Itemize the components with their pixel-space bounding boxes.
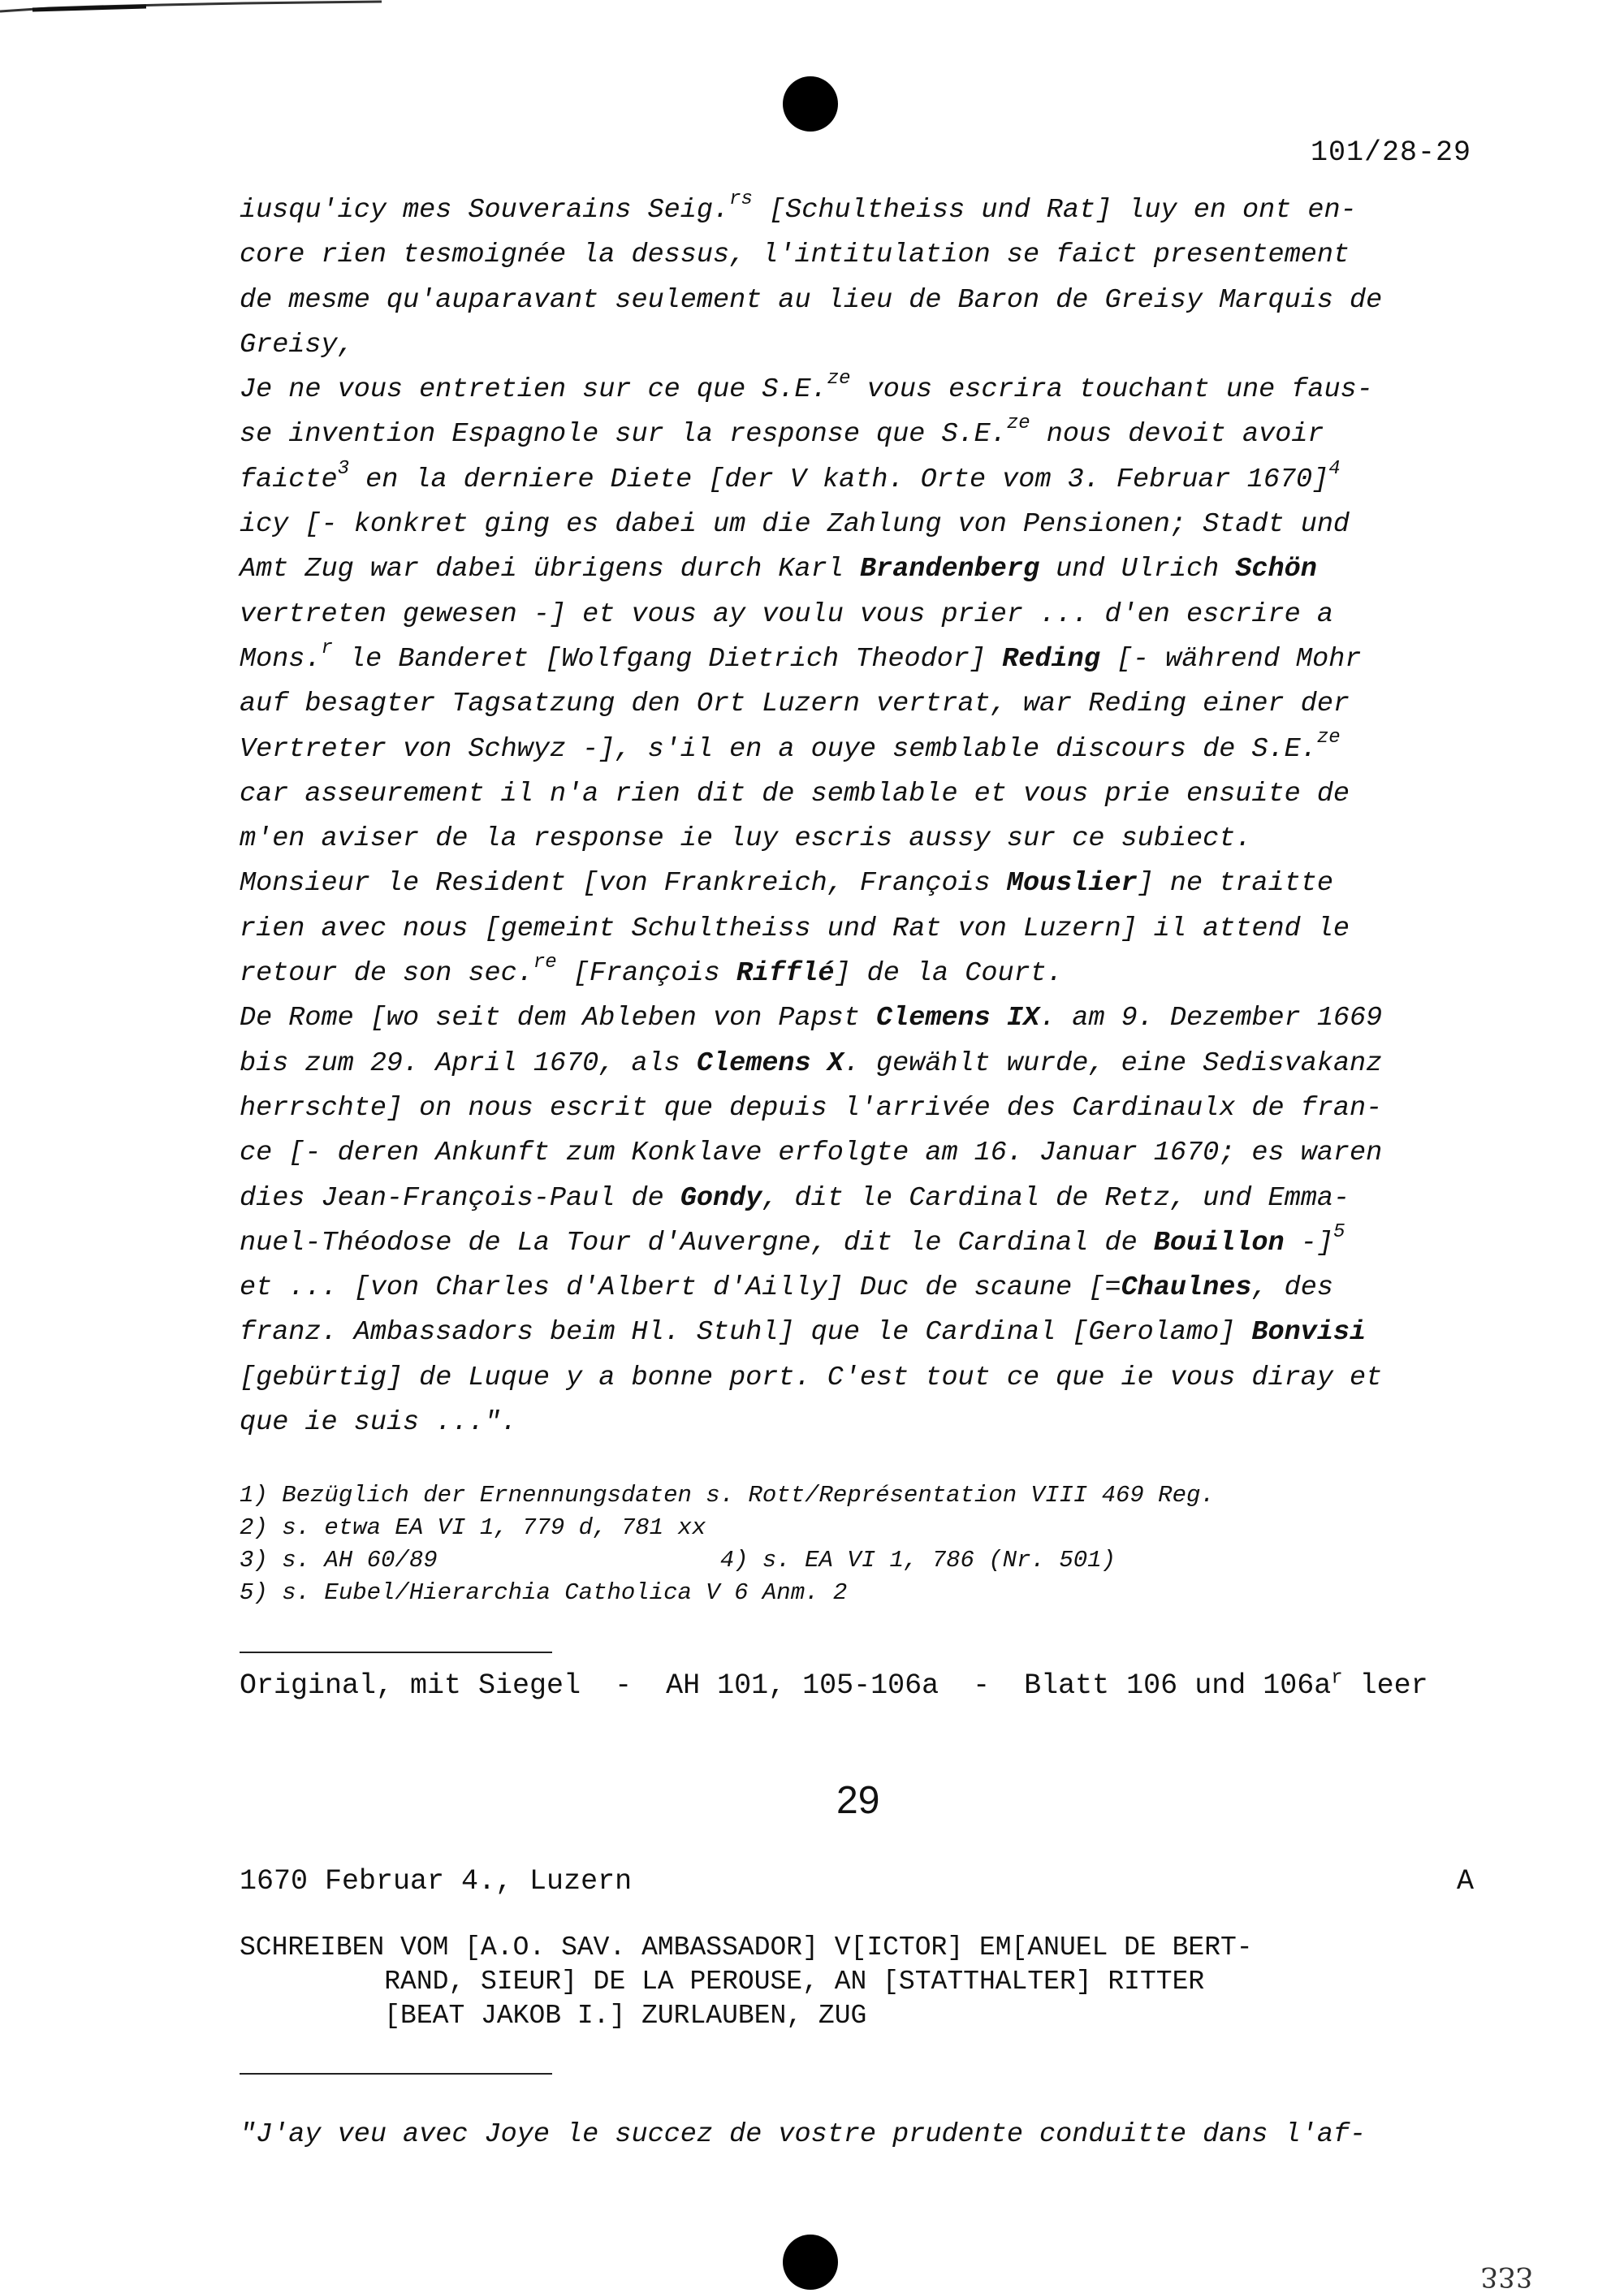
footnotes [240, 1479, 1215, 1609]
bold-name: Schön [1235, 554, 1317, 585]
letter-quote-start: "J'ay veu avec Joye le succez de vostre prudente conduitte dans l'af- [240, 2119, 1367, 2150]
body-line [240, 1266, 1474, 1311]
body-line [240, 458, 1474, 503]
source-text-end: leer [1342, 1669, 1428, 1702]
body-line [240, 1086, 1474, 1131]
text-run: franz. Ambassadors beim Hl. Stuhl] que le Cardinal [Gerolamo] [240, 1317, 1252, 1349]
document-date-place: 1670 Februar 4., Luzern [240, 1865, 633, 1898]
text-run: se invention Espagnole sur la response que S.E. [240, 419, 1007, 451]
text-run: Mons. [240, 643, 322, 675]
bold-name: Rifflé [736, 958, 835, 990]
text-run: herrschte] on nous escrit que depuis l'arrivée des Cardinaulx de fran- [240, 1092, 1383, 1124]
document-heading [240, 1931, 1253, 2033]
text-run: [Schultheiss und Rat] luy en ont en- [752, 195, 1357, 226]
heading-line: RAND, SIEUR] DE LA PEROUSE, AN [STATTHALTER] RITTER [240, 1967, 1205, 1997]
source-superscript: r [1331, 1667, 1343, 1690]
text-run: , dit le Cardinal de Retz, und Emma- [762, 1182, 1350, 1214]
text-run: De Rome [wo seit dem Ableben von Papst [240, 1003, 877, 1034]
body-line [240, 323, 1474, 368]
body-line [240, 861, 1474, 906]
text-run: [gebürtig] de Luque y a bonne port. C'est tout ce que ie vous diray et [240, 1362, 1383, 1393]
body-line [240, 1131, 1474, 1176]
text-run: bis zum 29. April 1670, als [240, 1047, 697, 1079]
text-run: icy [- konkret ging es dabei um die Zahlung von Pensionen; Stadt und [240, 509, 1350, 541]
text-run: auf besagter Tagsatzung den Ort Luzern vertrat, war Reding einer der [240, 689, 1350, 720]
body-line [240, 1042, 1474, 1086]
superscript: 3 [337, 457, 350, 480]
bold-name: Gondy [680, 1182, 762, 1214]
superscript: 5 [1332, 1220, 1345, 1243]
page-reference: 101/28-29 [1310, 136, 1471, 169]
heading-divider-rule [240, 2073, 552, 2075]
text-run: rien avec nous [gemeint Schultheiss und Rat von Luzern] il attend le [240, 913, 1350, 944]
footnote: 5) s. Eubel/Hierarchia Catholica V 6 Anm. 2 [240, 1579, 848, 1606]
document-number: 29 [836, 1779, 880, 1822]
text-run: ] ne traitte [1137, 868, 1333, 900]
bold-name: Mouslier [1006, 868, 1138, 900]
text-run: vous escrira touchant une faus- [850, 374, 1373, 406]
text-run: [François [556, 958, 736, 990]
body-line [240, 728, 1474, 772]
document-label: A [1456, 1865, 1474, 1898]
text-run: m'en aviser de la response ie luy escris aussy sur ce subiect. [240, 823, 1252, 855]
heading-line: [BEAT JAKOB I.] ZURLAUBEN, ZUG [240, 2001, 867, 2031]
text-run: [- während Mohr [1099, 643, 1362, 675]
text-run: iusqu'icy mes Souverains Seig. [240, 195, 730, 226]
text-run: nous devoit avoir [1030, 419, 1324, 451]
text-run: le Banderet [Wolfgang Dietrich Theodor] [332, 643, 1003, 675]
superscript: re [533, 951, 557, 974]
body-line [240, 1401, 1474, 1445]
bold-name: Brandenberg [859, 554, 1040, 585]
body-line [240, 637, 1474, 682]
bold-name: Clemens X [696, 1047, 844, 1079]
body-line [240, 1311, 1474, 1355]
body-line [240, 907, 1474, 952]
body-line [240, 503, 1474, 547]
text-run: ce [- deren Ankunft zum Konklave erfolgte am 16. Januar 1670; es waren [240, 1138, 1383, 1169]
body-line [240, 682, 1474, 727]
text-run: ] de la Court. [834, 958, 1063, 990]
body-line [240, 233, 1474, 278]
superscript: ze [1006, 412, 1030, 435]
bold-name: Reding [1002, 643, 1100, 675]
source-text: Original, mit Siegel - AH 101, 105-106a - Blatt 106 und 106a [240, 1669, 1332, 1702]
text-run: vertreten gewesen -] et vous ay voulu vous prier ... d'en escrire a [240, 598, 1333, 630]
body-line [240, 1177, 1474, 1221]
text-run: en la derniere Diete [der V kath. Orte vom 3. Februar 1670] [349, 464, 1329, 495]
text-run: Greisy, [240, 329, 354, 361]
body-line [240, 368, 1474, 412]
body-line [240, 593, 1474, 637]
body-line [240, 412, 1474, 457]
divider-rule [240, 1652, 552, 1653]
text-run: Monsieur le Resident [von Frankreich, François [240, 868, 1007, 900]
text-run: Amt Zug war dabei übrigens durch Karl [240, 554, 860, 585]
superscript: 4 [1328, 457, 1341, 480]
text-run: dies Jean-François-Paul de [240, 1182, 680, 1214]
superscript: ze [827, 368, 851, 391]
footnote: 1) Bezüglich der Ernennungsdaten s. Rott/Représentation VIII 469 Reg. [240, 1482, 1215, 1509]
text-run: -] [1284, 1227, 1333, 1259]
text-run: und Ulrich [1039, 554, 1236, 585]
body-line [240, 1221, 1474, 1266]
body-line [240, 772, 1474, 817]
scan-edge-mark [0, 0, 382, 19]
bold-name: Chaulnes [1121, 1272, 1252, 1304]
body-line [240, 1356, 1474, 1401]
text-run: Je ne vous entretien sur ce que S.E. [240, 374, 827, 406]
punch-hole-top [783, 76, 838, 132]
text-run: de mesme qu'auparavant seulement au lieu de Baron de Greisy Marquis de [240, 284, 1383, 316]
text-run: car asseurement il n'a rien dit de semblable et vous prie ensuite de [240, 778, 1350, 810]
punch-hole-bottom [783, 2235, 838, 2290]
text-run: que ie suis ...". [240, 1407, 517, 1439]
footnote: 3) s. AH 60/89 4) s. EA VI 1, 786 (Nr. 501) [240, 1547, 1116, 1574]
bold-name: Clemens IX [876, 1003, 1040, 1034]
text-run: retour de son sec. [240, 958, 533, 990]
text-run: . am 9. Dezember 1669 [1039, 1003, 1383, 1034]
source-line [240, 1669, 1428, 1702]
footnote: 2) s. etwa EA VI 1, 779 d, 781 xx [240, 1514, 706, 1541]
text-run: , des [1251, 1272, 1333, 1304]
superscript: rs [729, 188, 753, 210]
text-run: core rien tesmoignée la dessus, l'intitulation se faict presentement [240, 240, 1350, 271]
body-line [240, 996, 1474, 1041]
text-run: Vertreter von Schwyz -], s'il en a ouye semblable discours de S.E. [240, 733, 1317, 765]
body-line [240, 188, 1474, 233]
letter-body-text [240, 188, 1474, 1445]
heading-line: SCHREIBEN VOM [A.O. SAV. AMBASSADOR] V[ICTOR] EM[ANUEL DE BERT- [240, 1932, 1253, 1963]
text-run: . gewählt wurde, eine Sedisvakanz [843, 1047, 1383, 1079]
superscript: r [321, 637, 333, 659]
text-run: et ... [von Charles d'Albert d'Ailly] Duc de scaune [= [240, 1272, 1121, 1304]
body-line [240, 817, 1474, 861]
body-line [240, 279, 1474, 323]
body-line [240, 952, 1474, 996]
bold-name: Bouillon [1153, 1227, 1285, 1259]
bold-name: Bonvisi [1251, 1317, 1367, 1349]
body-line [240, 547, 1474, 592]
text-run: faicte [240, 464, 338, 495]
handwritten-page-marker: 333 [1480, 2261, 1533, 2293]
text-run: nuel-Théodose de La Tour d'Auvergne, dit le Cardinal de [240, 1227, 1154, 1259]
superscript: ze [1316, 727, 1341, 749]
